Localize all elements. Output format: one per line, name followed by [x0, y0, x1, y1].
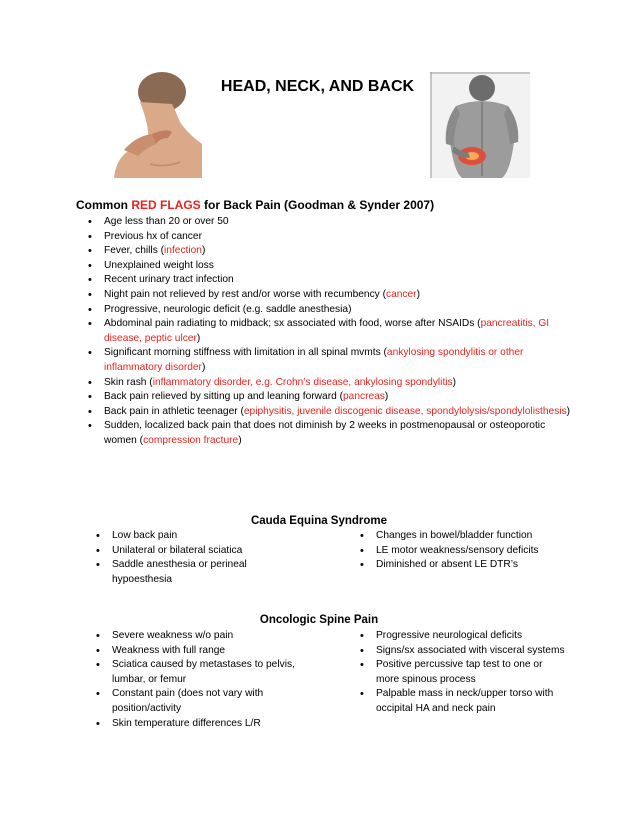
list-item [86, 244, 576, 259]
cauda-equina-heading: Cauda Equina Syndrome [250, 515, 388, 527]
item-text: Recent urinary tract infection [104, 274, 234, 286]
list-item: • Changes in bowel/bladder function [358, 529, 578, 544]
item-after-text: ) [201, 245, 206, 257]
item-text: Age less than 20 or over 50 [104, 216, 229, 227]
red-flags-heading-suffix: for Back Pain (Goodman & Synder 2007) [200, 198, 435, 212]
item-after-text: ) [566, 405, 571, 417]
list-item [86, 288, 576, 303]
item-after-text: ) [416, 288, 420, 300]
list-item: • Unilateral or bilateral sciatica [94, 544, 284, 559]
list-item: • Palpable mass in neck/upper torso with occipital HA and neck pain [358, 687, 568, 716]
item-red-text: pancreas [342, 391, 385, 403]
list-item: • Constant pain (does not vary with position/activity [94, 687, 324, 716]
list-item: • LE motor weakness/sensory deficits [358, 544, 578, 559]
item-after-text: ) [384, 391, 389, 403]
man-back-pain-photo [430, 72, 530, 178]
item-red-text: epiphysitis, juvenile discogenic disease, spondylolysis/spondylolisthesis [243, 405, 567, 417]
list-item [86, 376, 576, 391]
list-item [86, 390, 576, 405]
item-text: Significant morning stiffness with limitation in all spinal mvmts ( [104, 347, 387, 359]
list-item: • Severe weakness w/o pain [94, 629, 324, 644]
red-flags-heading-red: RED FLAGS [131, 198, 201, 212]
item-text: Abdominal pain radiating to midback; sx associated with food, worse after NSAIDs ( [104, 318, 481, 330]
item-red-text: infection [164, 245, 202, 257]
item-red-text: cancer [386, 288, 417, 300]
item-text: Night pain not relieved by rest and/or worse with recumbency ( [104, 288, 386, 300]
woman-holding-shoulder-photo [110, 72, 202, 178]
list-item [86, 419, 576, 448]
oncologic-spine-heading: Oncologic Spine Pain [259, 614, 379, 626]
list-item [86, 317, 576, 346]
item-after-text: ) [238, 434, 242, 446]
item-text: Back pain in athletic teenager ( [104, 405, 244, 417]
item-after-text: ) [196, 332, 201, 344]
item-red-text: compression fracture [143, 434, 239, 446]
item-red-text: inflammatory disorder, e.g. Crohn’s disease, ankylosing spondylitis [152, 376, 453, 388]
item-red-text: ankylosing spondylitis or other inflammatory disorder [104, 347, 524, 373]
item-text: Back pain relieved by sitting up and leaning forward ( [104, 391, 343, 403]
item-after-text: ) [201, 361, 206, 373]
list-item: • Weakness with full range [94, 644, 324, 659]
onco-right-list [358, 629, 568, 717]
list-item [86, 259, 576, 274]
list-item [86, 405, 576, 420]
red-flags-list [86, 215, 576, 449]
item-text: Progressive, neurologic deficit (e.g. saddle anesthesia) [104, 303, 352, 315]
cauda-left-list [94, 529, 284, 587]
list-item [86, 303, 576, 318]
item-after-text: ) [452, 376, 457, 388]
item-text: Sudden, localized back pain that does not diminish by 2 weeks in postmenopausal or osteoporotic women ( [104, 420, 546, 446]
list-item: • Signs/sx associated with visceral systems [358, 644, 568, 659]
list-item: • Progressive neurological deficits [358, 629, 568, 644]
item-text: Skin rash ( [104, 376, 153, 388]
list-item: • Sciatica caused by metastases to pelvis, lumbar, or femur [94, 658, 324, 687]
list-item: • Positive percussive tap test to one or more spinous process [358, 658, 568, 687]
item-text: Previous hx of cancer [104, 230, 202, 242]
cauda-right-list [358, 529, 578, 573]
list-item: • Skin temperature differences L/R [94, 717, 324, 732]
onco-left-list [94, 629, 324, 731]
item-text: Fever, chills ( [104, 245, 165, 257]
list-item [86, 346, 576, 375]
list-item [86, 215, 576, 230]
item-red-text: pancreatitis, GI disease, peptic ulcer [104, 318, 550, 344]
list-item [86, 230, 576, 245]
red-flags-heading-prefix: Common [76, 198, 132, 212]
list-item: • Saddle anesthesia or perineal hypoesthesia [94, 558, 284, 587]
list-item: • Diminished or absent LE DTR’s [358, 558, 578, 573]
list-item [86, 273, 576, 288]
page-title: HEAD, NECK, AND BACK [220, 78, 415, 95]
red-flags-heading [76, 198, 434, 212]
list-item: • Low back pain [94, 529, 284, 544]
item-text: Unexplained weight loss [104, 259, 214, 271]
